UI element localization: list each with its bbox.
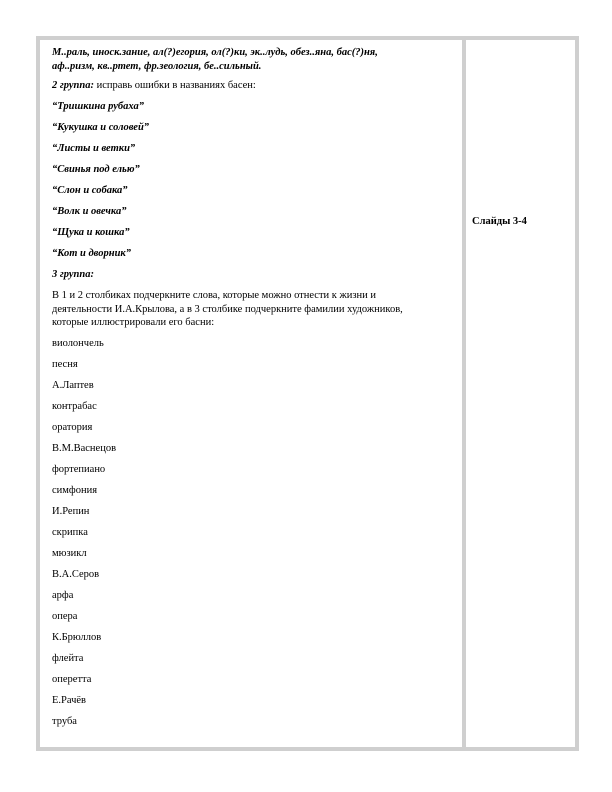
column-divider [462,40,466,747]
fable-item: “Волк и овечка” [52,206,127,217]
group3-label: 3 группа: [52,269,94,280]
fable-item: “Кукушка и соловей” [52,122,150,133]
word-item: фортепиано [52,464,106,475]
task-cell [52,46,456,736]
word-item: песня [52,359,78,370]
lesson-table [36,36,579,751]
word-item: флейта [52,653,84,664]
fable-item: “Тришкина рубаха” [52,101,144,112]
group3-line-1: В 1 и 2 столбиках подчеркните слова, которые можно отнести к жизни и [52,290,377,301]
slides-label: Слайды 3-4 [472,216,527,227]
intro-line-1: М..раль, иноск.зание, ал(?)егория, ол(?)ки, эк..лудь, обез..яна, бас(?)ня, [52,47,378,58]
slides-cell [472,215,572,236]
group2-text: исправь ошибки в названиях басен: [93,80,256,91]
fable-item: “Кот и дворник” [52,248,131,259]
word-item: Е.Рачёв [52,695,87,706]
word-item: скрипка [52,527,88,538]
group3-instructions [52,289,456,330]
word-item: И.Репин [52,506,90,517]
word-item: симфония [52,485,98,496]
intro-words [52,46,456,73]
group2-label: 2 группа: [52,80,94,91]
word-item: В.М.Васнецов [52,443,117,454]
fable-item: “Листы и ветки” [52,143,136,154]
word-item: опера [52,611,78,622]
intro-line-2: аф..ризм, кв..ртет, фр.зеология, бе..сильный. [52,60,262,72]
group3-line-3: которые иллюстрировали его басни: [52,317,215,328]
word-item: виолончель [52,338,104,349]
word-item: арфа [52,590,74,601]
word-item: мюзикл [52,548,87,559]
word-item: труба [52,716,77,727]
group2-heading [52,79,456,93]
group3-line-2: деятельности И.А.Крылова, а в 3 столбике подчеркните фамилии художников, [52,303,403,315]
word-item: К.Брюллов [52,632,102,643]
fable-item: “Свинья под елью” [52,164,140,175]
fable-item: “Щука и кошка” [52,227,130,238]
word-item: оперетта [52,674,92,685]
word-item: В.А.Серов [52,569,100,580]
fable-item: “Слон и собака” [52,185,128,196]
word-item: А.Лаптев [52,380,94,391]
word-item: оратория [52,422,93,433]
word-item: контрабас [52,401,97,412]
